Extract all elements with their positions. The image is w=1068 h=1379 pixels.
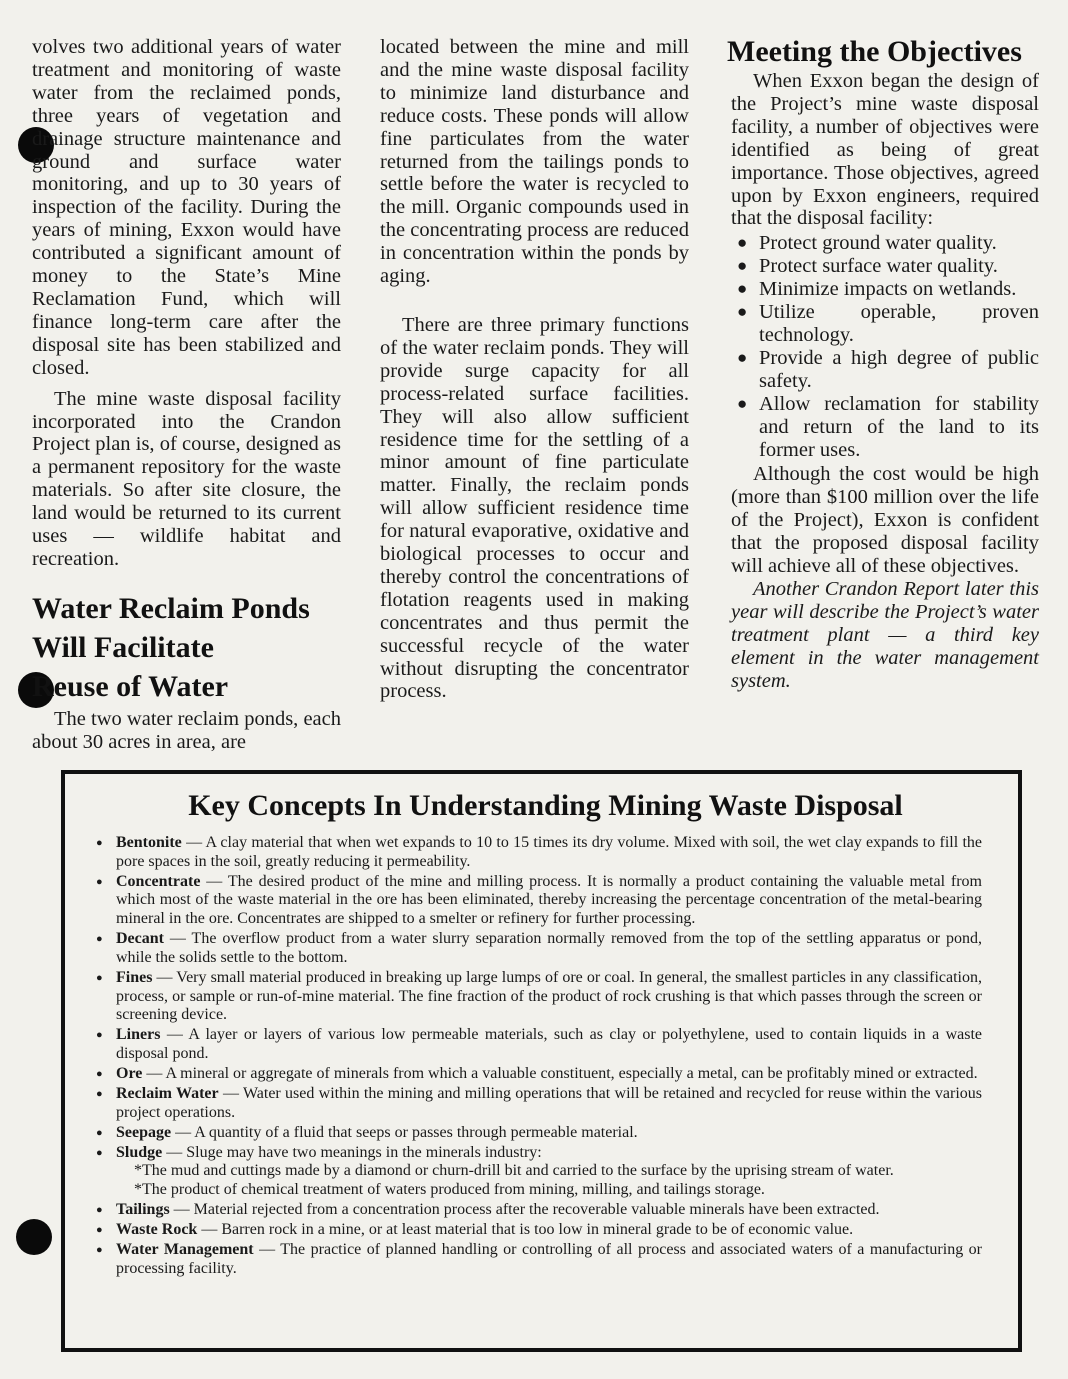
glossary-item-concentrate: ● Concentrate — The desired product of the mine and milling process. It is normally a product containing the valuable metal from which most of the waste material in the ore has been eliminated, thereby increasing the percentage concentration of the metal-bearing mineral in the ore. Concentrates are shipped to a smelter or refinery for further processing.	[109, 873, 982, 929]
glossary-item-bentonite: ● Bentonite — A clay material that when wet expands to 10 to 15 times its dry volume. Mixed with soil, the wet clay expands to fill the pore spaces in the soil, greatly reducing it permeability.	[109, 834, 982, 871]
col1-paragraph-2: The mine waste disposal facility incorporated into the Crandon Project plan is, of course, designed as a permanent repository for the waste materials. So after site closure, the land would be returned to its current uses — wildlife habitat and recreation.	[32, 387, 341, 570]
col3-paragraph-3: Another Crandon Report later this year will describe the Project’s water treatment plant — a third key element in the water management system.	[731, 577, 1039, 692]
heading-line-2: Will Facilitate	[32, 630, 214, 664]
objective-item: ● Protect ground water quality.	[731, 232, 1039, 255]
objective-item: ● Protect surface water quality.	[731, 255, 1039, 278]
heading-line-3: Reuse of Water	[32, 669, 229, 703]
glossary-item-sludge: ● Sludge — Sluge may have two meanings in the minerals industry: *The mud and cuttings made by a diamond or churn-drill bit and carried to the surface by the uprising stream of water. *The product of chemical treatment of waters produced from mining, milling, and tailings storage.	[109, 1144, 982, 1200]
column-3	[727, 35, 1039, 692]
objective-item: ● Provide a high degree of public safety.	[731, 347, 1039, 393]
glossary-item-reclaim-water: ● Reclaim Water — Water used within the mining and milling operations that will be retained and recycled for reuse within the various project operations.	[109, 1085, 982, 1122]
col1-paragraph-1: volves two additional years of water treatment and monitoring of waste water from the reclaimed ponds, three years of vegetation and drainage structure maintenance and ground and surface water monitoring, and up to 30 years of inspection of the facility. During the years of mining, Exxon would have contributed a significant amount of money to the State’s Mine Reclamation Fund, which will finance long-term care after the disposal site has been stabilized and closed.	[32, 36, 341, 379]
heading-line-1: Water Reclaim Ponds	[32, 591, 310, 625]
column-1	[32, 36, 341, 754]
col3-paragraph-1: When Exxon began the design of the Project’s mine waste disposal facility, a number of objectives were identified as being of great importance. Those objectives, agreed upon by Exxon engineers, required that the disposal facility:	[731, 70, 1039, 230]
glossary-list	[109, 834, 982, 1278]
key-concepts-title: Key Concepts In Understanding Mining Waste Disposal	[188, 789, 903, 822]
col2-paragraph-2: There are three primary functions of the water reclaim ponds. They will provide surge capacity for all process-related surface facilities. They will also allow sufficient residence time for the settling of a minor amount of fine particulate matter. Finally, the reclaim ponds will allow sufficient residence time for natural evaporative, oxidative and biological processes to occur and thereby control the concentrations of flotation reagents used in making concentrates and thus permit the successful recycle of the water without disrupting the concentrator process.	[380, 313, 689, 703]
col3-paragraph-2: Although the cost would be high (more than $100 million over the life of the Project), Exxon is confident that the proposed disposal facility will achieve all of these objectives.	[731, 463, 1039, 578]
glossary-item-decant: ● Decant — The overflow product from a water slurry separation normally removed from the top of the settling apparatus or pond, while the solids settle to the bottom.	[109, 930, 982, 967]
glossary-item-liners: ● Liners — A layer or layers of various low permeable materials, such as clay or polyethylene, used to contain liquids in a waste disposal pond.	[109, 1026, 982, 1063]
sludge-meaning-1: *The mud and cuttings made by a diamond or churn-drill bit and carried to the surface by the uprising stream of water.	[134, 1162, 894, 1180]
glossary-item-seepage: ● Seepage — A quantity of a fluid that seeps or passes through permeable material.	[109, 1124, 982, 1143]
water-reclaim-heading	[32, 589, 341, 706]
objective-item: ● Utilize operable, proven technology.	[731, 301, 1039, 347]
col1-paragraph-3: The two water reclaim ponds, each about 30 acres in area, are	[32, 707, 341, 753]
glossary-item-fines: ● Fines — Very small material produced in breaking up large lumps of ore or coal. In general, the smallest particles in any classification, process, or sample or run-of-mine material. The fine fraction of the product of rock crushing is that which passes through the screen or screening device.	[109, 969, 982, 1025]
glossary-item-tailings: ● Tailings — Material rejected from a concentration process after the recoverable valuable minerals have been extracted.	[109, 1201, 982, 1220]
objective-item: ● Allow reclamation for stability and return of the land to its former uses.	[731, 393, 1039, 462]
meeting-objectives-heading: Meeting the Objectives	[727, 35, 1022, 68]
glossary-item-water-management: ● Water Management — The practice of planned handling or controlling of all process and associated waters of a manufacturing or processing facility.	[109, 1241, 982, 1278]
objective-item: ● Minimize impacts on wetlands.	[731, 278, 1039, 301]
glossary-item-waste-rock: ● Waste Rock — Barren rock in a mine, or at least material that is too low in mineral grade to be of economic value.	[109, 1221, 982, 1240]
binder-hole-bottom	[16, 1219, 52, 1255]
sludge-meaning-2: *The product of chemical treatment of waters produced from mining, milling, and tailings storage.	[134, 1181, 765, 1199]
glossary-item-ore: ● Ore — A mineral or aggregate of minerals from which a valuable constituent, especially a metal, can be profitably mined or extracted.	[109, 1065, 982, 1084]
objectives-list	[731, 232, 1039, 461]
col2-paragraph-1: located between the mine and mill and the mine waste disposal facility to minimize land disturbance and reduce costs. These ponds will allow fine particulates from the water returned from the tailings ponds to settle before the water is recycled to the mill. Organic compounds used in the concentrating process are reduced in concentration within the ponds by aging.	[380, 36, 689, 288]
column-2	[380, 36, 689, 703]
key-concepts-box	[61, 770, 1022, 1352]
